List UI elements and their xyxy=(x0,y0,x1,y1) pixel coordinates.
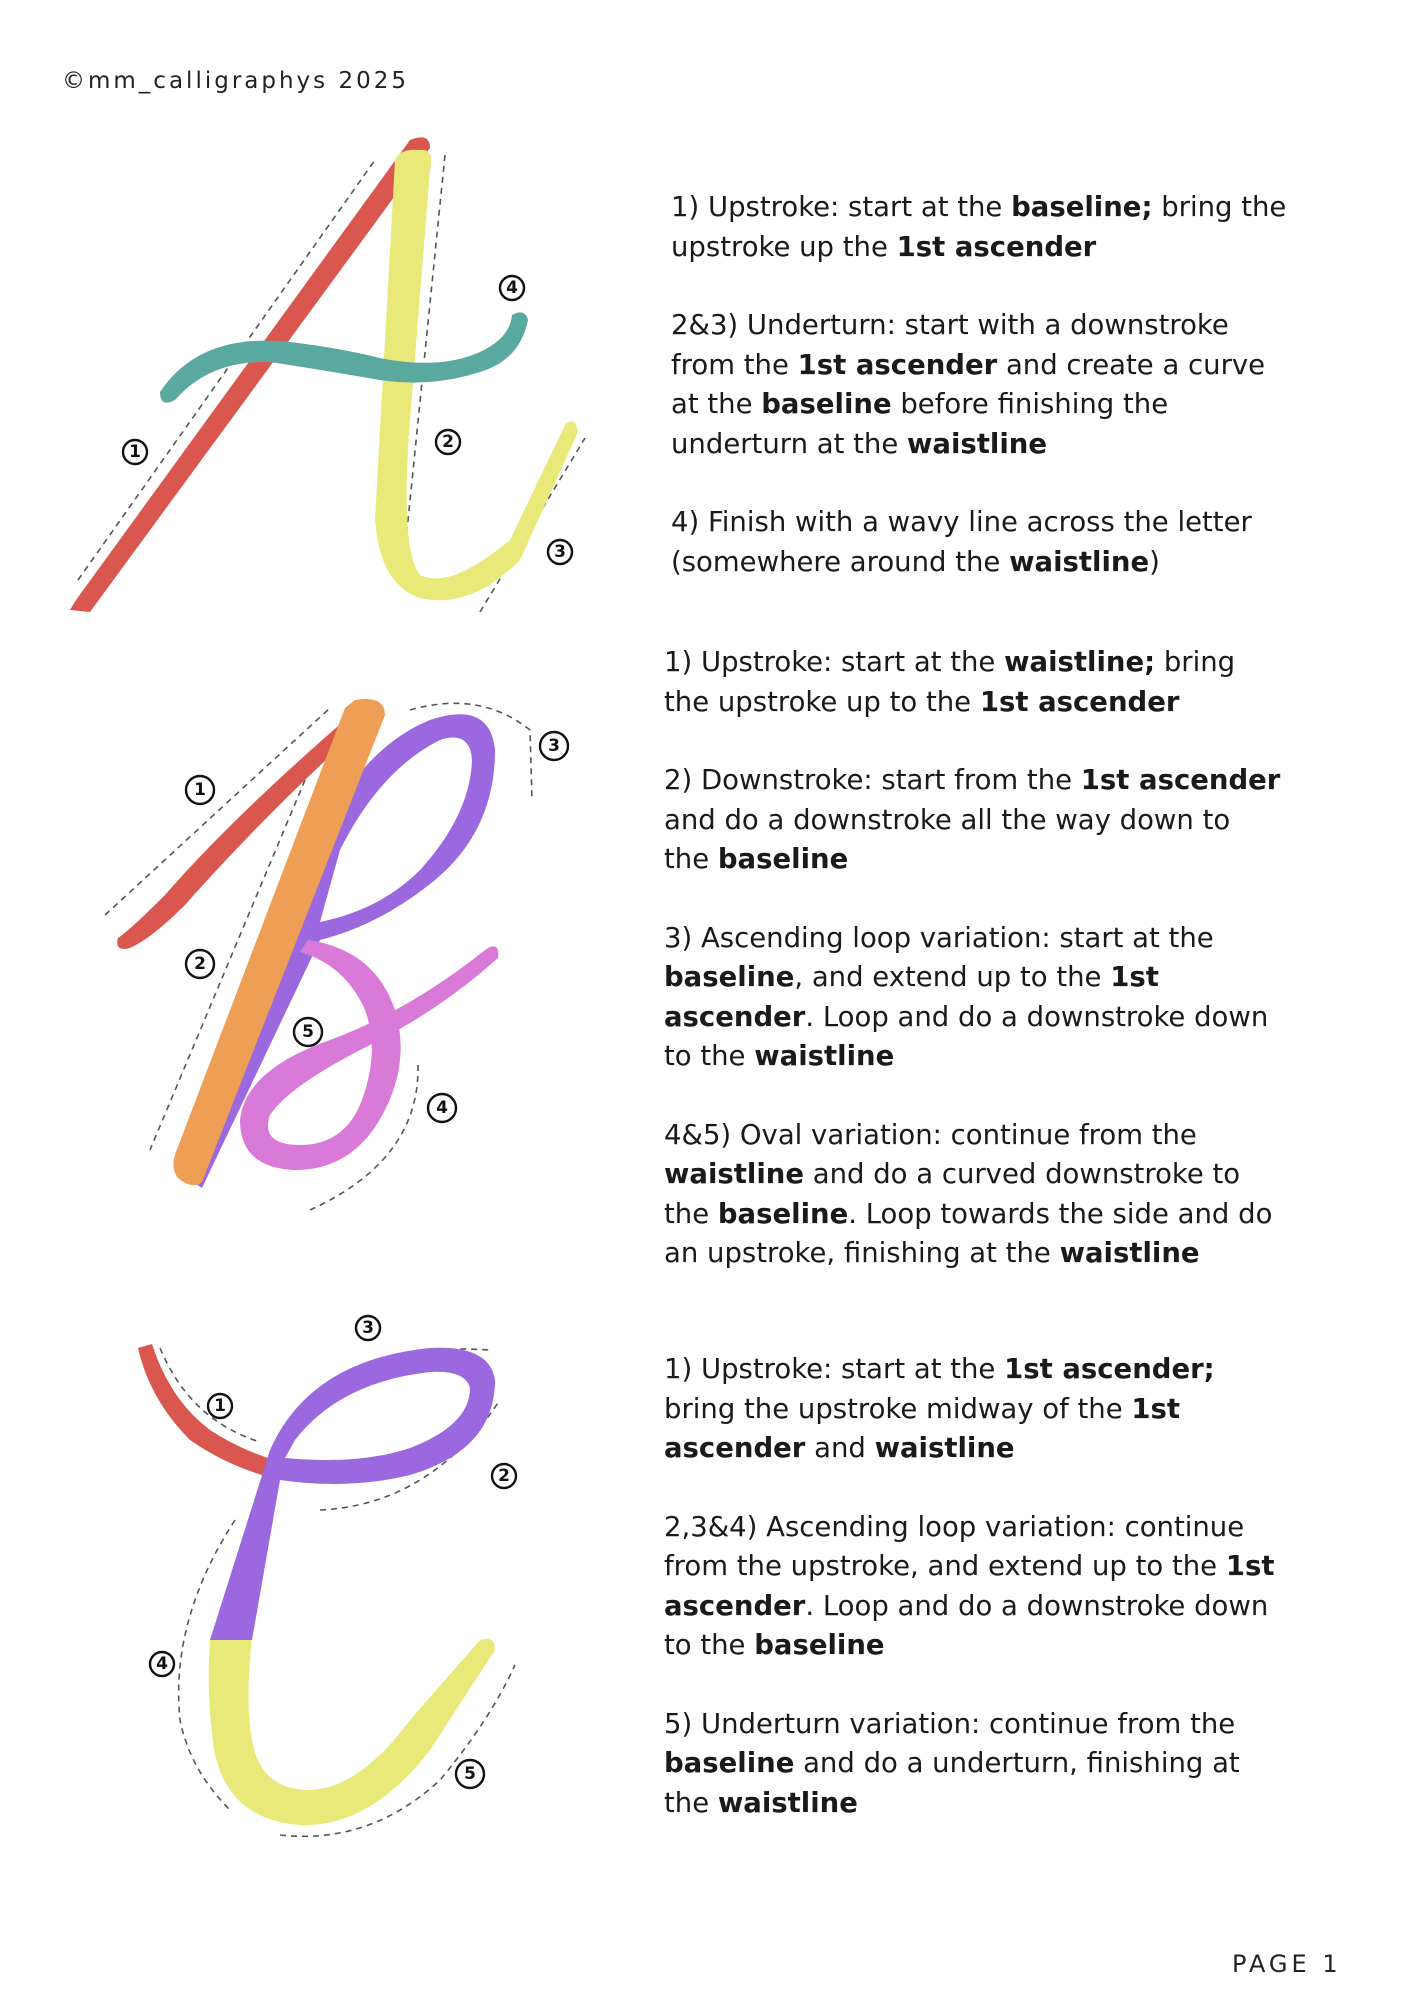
bold-term: baseline xyxy=(717,1197,849,1230)
bold-term: waistline xyxy=(717,1786,858,1819)
svg-text:5: 5 xyxy=(464,1764,476,1784)
svg-text:1: 1 xyxy=(214,1396,226,1416)
instruction-step xyxy=(664,1350,1284,1469)
step-text: and do a underturn, finishing at the xyxy=(664,1747,1240,1819)
bold-term: waistline xyxy=(1059,1237,1200,1269)
step-text: and create a curve at the xyxy=(671,348,1266,420)
step-text: 2) Downstroke: start from the xyxy=(664,764,1081,796)
marker-2 xyxy=(436,430,460,454)
step-text: 1) Upstroke: start at the xyxy=(664,1353,1005,1385)
bold-term: 1st ascender xyxy=(664,961,1159,1033)
bold-term: 1st ascender xyxy=(664,1550,1275,1622)
instruction-step xyxy=(664,1116,1284,1274)
bold-term: 1st ascender xyxy=(1080,764,1281,796)
step-text: . Loop and do a downstroke down to the xyxy=(664,1589,1269,1661)
letter-b-diagram xyxy=(90,690,600,1230)
step-text: and do a downstroke all the way down to the xyxy=(664,803,1231,875)
bold-term: 1st ascender xyxy=(896,230,1097,263)
step-text: 4) Finish with a wavy line across the letter (somewhere around the xyxy=(671,506,1252,578)
marker-1 xyxy=(186,776,214,804)
marker-4 xyxy=(500,276,524,300)
bold-term: baseline xyxy=(664,1747,795,1779)
marker-3 xyxy=(356,1316,380,1340)
letter-a-diagram xyxy=(50,120,610,640)
marker-4 xyxy=(150,1652,174,1676)
step-text: and xyxy=(805,1432,875,1464)
marker-5 xyxy=(294,1018,322,1046)
marker-2 xyxy=(186,950,214,978)
bold-term: baseline xyxy=(717,843,849,875)
marker-1 xyxy=(208,1394,232,1418)
marker-2 xyxy=(492,1464,516,1488)
marker-3 xyxy=(540,732,568,760)
svg-text:2: 2 xyxy=(442,432,454,452)
letter-c-diagram xyxy=(110,1300,580,1860)
svg-text:3: 3 xyxy=(548,736,560,756)
bold-term: baseline xyxy=(754,1629,885,1661)
marker-5 xyxy=(456,1760,484,1788)
copyright-text: ©mm_calligraphys 2025 xyxy=(62,68,409,94)
instruction-step xyxy=(664,1705,1284,1824)
instruction-step xyxy=(671,188,1291,267)
bold-term: waistline xyxy=(754,1040,895,1072)
svg-text:4: 4 xyxy=(436,1098,448,1118)
bold-term: baseline xyxy=(761,388,892,420)
svg-text:2: 2 xyxy=(498,1466,510,1486)
instruction-step xyxy=(671,306,1291,464)
svg-text:4: 4 xyxy=(156,1654,168,1674)
step-text: bring the upstroke up to the xyxy=(664,646,1236,718)
step-text: 3) Ascending loop variation: start at the xyxy=(664,921,1214,954)
instruction-step xyxy=(671,503,1291,582)
step-text: . Loop towards the side and do an upstroke, finishing at the xyxy=(664,1197,1273,1269)
instruction-step xyxy=(664,1508,1284,1666)
bold-term: waistline; xyxy=(1004,646,1156,678)
svg-text:5: 5 xyxy=(302,1022,314,1042)
bold-term: 1st ascender xyxy=(797,348,998,381)
bold-term: 1st ascender xyxy=(664,1392,1181,1464)
stroke-underturn-yellow xyxy=(209,1639,495,1825)
svg-text:1: 1 xyxy=(194,780,206,800)
instructions-b xyxy=(664,643,1284,1313)
marker-1 xyxy=(123,440,147,464)
bold-term: waistline xyxy=(907,427,1047,460)
instructions-a xyxy=(671,188,1291,621)
bold-term: waistline xyxy=(1009,545,1150,578)
step-text: and do a curved downstroke to the xyxy=(664,1158,1241,1230)
marker-4 xyxy=(428,1094,456,1122)
step-text: 2,3&4) Ascending loop variation: continue from the upstroke, and extend up to the xyxy=(664,1510,1245,1582)
svg-text:1: 1 xyxy=(129,442,141,462)
bold-term: waistline xyxy=(874,1432,1015,1464)
instruction-step xyxy=(664,919,1284,1077)
step-text: ) xyxy=(1149,545,1160,578)
svg-text:3: 3 xyxy=(362,1318,374,1338)
step-text: 1) Upstroke: start at the xyxy=(664,646,1005,678)
step-text: 4&5) Oval variation: continue from the xyxy=(664,1118,1197,1151)
step-text: 5) Underturn variation: continue from the xyxy=(664,1707,1236,1740)
stroke-loop-purple xyxy=(210,1348,495,1640)
instruction-step xyxy=(664,643,1284,722)
step-text: 1) Upstroke: start at the xyxy=(671,191,1012,223)
page-number: PAGE 1 xyxy=(1232,1950,1342,1978)
svg-text:2: 2 xyxy=(194,954,206,974)
svg-text:3: 3 xyxy=(554,542,566,562)
marker-3 xyxy=(548,540,572,564)
bold-term: 1st ascender xyxy=(979,685,1180,718)
bold-term: waistline xyxy=(664,1158,804,1190)
stroke-downstroke-orange xyxy=(173,699,385,1185)
bold-term: baseline; xyxy=(1011,191,1153,223)
instructions-c xyxy=(664,1350,1284,1862)
step-text: bring the upstroke midway of the xyxy=(664,1392,1132,1425)
step-text: before finishing the underturn at the xyxy=(671,388,1169,460)
svg-text:4: 4 xyxy=(506,278,518,298)
bold-term: 1st ascender; xyxy=(1004,1353,1215,1385)
stroke-wave-teal xyxy=(160,312,528,402)
step-text: bring the upstroke up the xyxy=(671,191,1287,263)
instruction-step xyxy=(664,761,1284,880)
bold-term: baseline xyxy=(664,961,795,993)
step-text: , and extend up to the xyxy=(794,961,1111,993)
step-text: 2&3) Underturn: start with a downstroke from the xyxy=(671,309,1229,381)
step-text: . Loop and do a downstroke down to the xyxy=(664,1000,1269,1072)
